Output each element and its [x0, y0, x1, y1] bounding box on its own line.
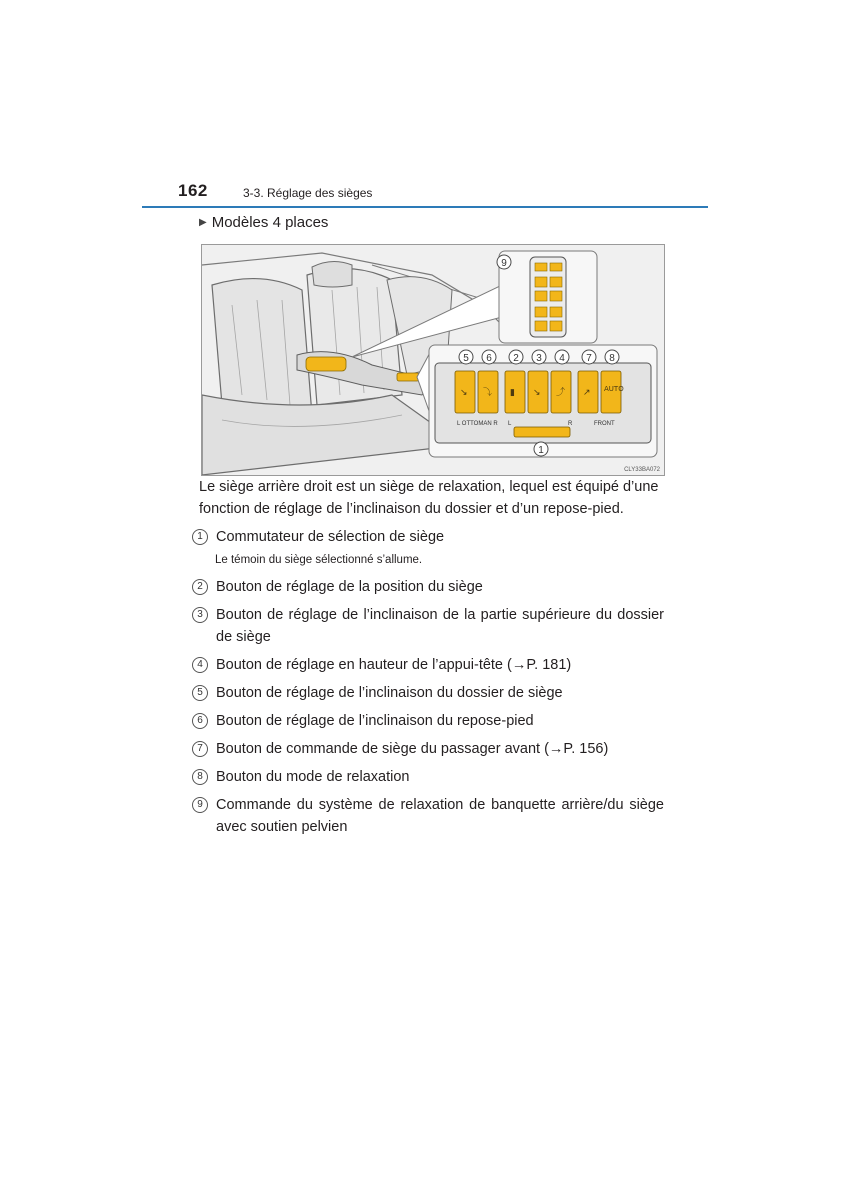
list-item — [192, 654, 664, 676]
panel-label-ottoman: L OTTOMAN R — [457, 421, 498, 427]
item-text: Commande du système de relaxation de banquette arrière/du siège avec soutien pelvien — [216, 797, 664, 835]
callout-9: 9 — [501, 258, 507, 269]
item-number: 3 — [192, 607, 208, 623]
item-text: Bouton de réglage de la position du siège — [216, 579, 483, 595]
panel-label-left: L — [508, 421, 512, 427]
item-text: Bouton du mode de relaxation — [216, 769, 410, 785]
item-number: 6 — [192, 713, 208, 729]
svg-text:⤵: ⤵ — [483, 388, 493, 398]
page-number: 162 — [178, 181, 208, 200]
callout-8: 8 — [609, 353, 615, 364]
list-item — [192, 710, 664, 732]
item-text: Bouton de réglage de l’inclinaison du repose-pied — [216, 713, 534, 729]
svg-text:▮: ▮ — [510, 388, 515, 398]
figure-code: CLY33BA072 — [624, 467, 660, 473]
panel-label-right: R — [568, 421, 573, 427]
item-note: Le témoin du siège sélectionné s’allume. — [215, 554, 423, 566]
item-number: 8 — [192, 769, 208, 785]
item-number: 4 — [192, 657, 208, 673]
rear-seat-illustration — [201, 244, 665, 476]
header-rule — [142, 206, 708, 208]
legend-list — [192, 526, 664, 844]
list-item — [192, 738, 664, 760]
item-text: Bouton de réglage de l’inclinaison du dossier de siège — [216, 685, 563, 701]
svg-text:AUTO: AUTO — [604, 385, 624, 393]
panel-label-front: FRONT — [594, 421, 615, 427]
item-text: Commutateur de sélection de siège — [216, 529, 445, 545]
callout-4: 4 — [559, 353, 565, 364]
callout-6: 6 — [486, 353, 492, 364]
list-item — [192, 526, 664, 548]
callout-3: 3 — [536, 353, 542, 364]
list-item — [192, 682, 664, 704]
seat-diagram — [202, 245, 664, 475]
list-item — [192, 794, 664, 838]
item-text: Bouton de réglage en hauteur de l’appui-tête (→P. 181) — [216, 657, 572, 673]
list-item — [192, 766, 664, 788]
item-number: 5 — [192, 685, 208, 701]
callout-7: 7 — [586, 353, 592, 364]
item-number: 1 — [192, 529, 208, 545]
triangle-bullet-icon: ▶ — [199, 217, 207, 228]
svg-text:↗: ↗ — [583, 388, 591, 398]
figure-caption: Le siège arrière droit est un siège de relaxation, lequel est équipé d’une fonction de réglage de l’inclinaison du dossier et d’un repose-pied. — [199, 479, 659, 517]
subheading — [199, 214, 328, 231]
svg-text:↘: ↘ — [460, 388, 468, 398]
list-item — [192, 604, 664, 648]
callout-5: 5 — [463, 353, 469, 364]
section-title: 3-3. Réglage des sièges — [243, 186, 373, 200]
callout-2: 2 — [513, 353, 519, 364]
list-item — [192, 576, 664, 598]
item-text: Bouton de commande de siège du passager avant (→P. 156) — [216, 741, 609, 757]
svg-text:⤴: ⤴ — [556, 388, 566, 398]
item-number: 2 — [192, 579, 208, 595]
subheading-text: Modèles 4 places — [211, 214, 329, 231]
item-number: 7 — [192, 741, 208, 757]
callout-1: 1 — [538, 445, 544, 456]
item-text: Bouton de réglage de l’inclinaison de la partie supérieure du dossier de siège — [216, 607, 664, 645]
item-number: 9 — [192, 797, 208, 813]
svg-text:↘: ↘ — [533, 388, 541, 398]
